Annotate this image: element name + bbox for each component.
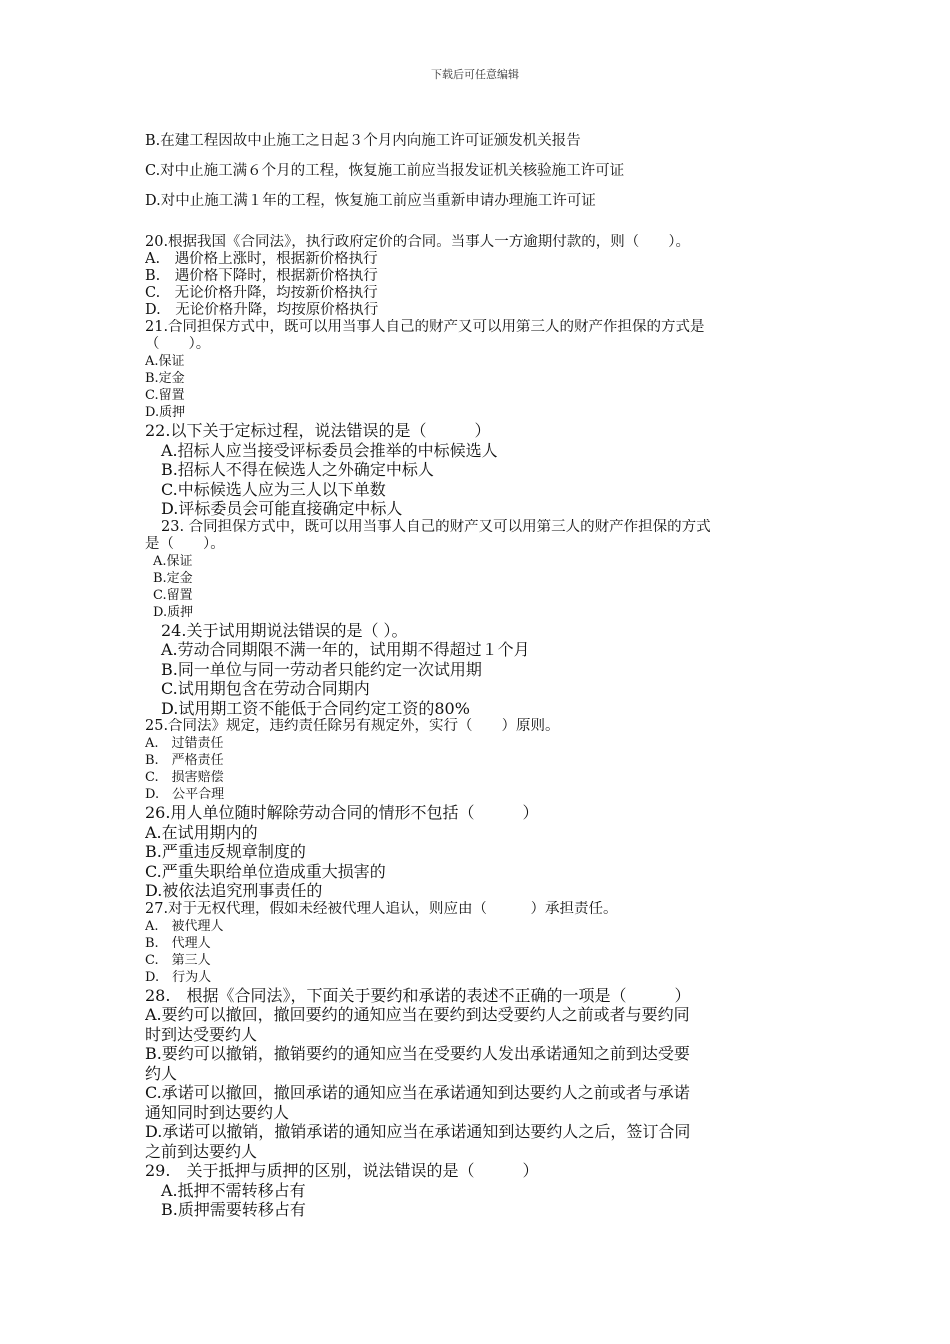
text-line: 22.以下关于定标过程，说法错误的是（ ） xyxy=(145,421,491,440)
text-line: C.中标候选人应为三人以下单数 xyxy=(161,479,386,499)
text-line: C.对中止施工满６个月的工程，恢复施工前应当报发证机关核验施工许可证 xyxy=(145,163,625,179)
document-body xyxy=(145,126,815,1220)
text-line: A. 过错责任 xyxy=(145,736,224,751)
text-line: D. 行为人 xyxy=(145,969,212,985)
text-line: D.试用期工资不能低于合同约定工资的80% xyxy=(161,698,470,718)
text-line: 20.根据我国《合同法》，执行政府定价的合同。当事人一方逾期付款的，则（ ）。 xyxy=(145,234,691,250)
text-line: A.抵押不需转移占有 xyxy=(161,1180,306,1200)
text-line: D. 公平合理 xyxy=(145,787,225,802)
text-line: 27.对于无权代理，假如未经被代理人追认，则应由（ ）承担责任。 xyxy=(145,900,618,917)
text-line: 24.关于试用期说法错误的是（ ）。 xyxy=(161,620,408,640)
text-line: A.要约可以撤回，撤回要约的通知应当在要约到达受要约人之前或者与要约同 xyxy=(145,1005,690,1024)
text-line: A.保证 xyxy=(145,354,185,369)
text-line: B. 严格责任 xyxy=(145,753,224,768)
text-line: B.定金 xyxy=(153,570,193,586)
text-line: 之前到达要约人 xyxy=(145,1141,258,1161)
text-line: C.试用期包含在劳动合同期内 xyxy=(161,679,370,698)
text-line: B. 遇价格下降时，根据新价格执行 xyxy=(145,268,378,284)
text-line: B.严重违反规章制度的 xyxy=(145,842,306,861)
text-line: A.招标人应当接受评标委员会推举的中标候选人 xyxy=(161,440,498,460)
text-line: C.留置 xyxy=(145,388,185,403)
text-line: B.质押需要转移占有 xyxy=(161,1200,306,1219)
text-line: C. 第三人 xyxy=(145,952,211,968)
text-line: D.承诺可以撤销，撤销承诺的通知应当在承诺通知到达要约人之后，签订合同 xyxy=(145,1122,691,1141)
text-line: 23. 合同担保方式中，既可以用当事人自己的财产又可以用第三人的财产作担保的方式 xyxy=(161,518,711,535)
text-line: B.定金 xyxy=(145,371,185,386)
text-line: （ ）。 xyxy=(145,336,211,352)
text-line: B.同一单位与同一劳动者只能约定一次试用期 xyxy=(161,659,482,679)
text-line: C.承诺可以撤回，撤回承诺的通知应当在承诺通知到达要约人之前或者与承诺 xyxy=(145,1083,690,1102)
page-header: 下载后可任意编辑 xyxy=(431,68,519,81)
text-line: B.要约可以撤销，撤销要约的通知应当在受要约人发出承诺通知之前到达受要 xyxy=(145,1044,690,1063)
text-line: A.保证 xyxy=(153,553,193,569)
text-line: C.严重失职给单位造成重大损害的 xyxy=(145,861,386,881)
text-line: C. 无论价格升降，均按新价格执行 xyxy=(145,285,378,301)
text-line: A. 被代理人 xyxy=(145,918,224,934)
text-line: A.劳动合同期限不满一年的，试用期不得超过１个月 xyxy=(161,640,530,659)
text-line: D.被依法追究刑事责任的 xyxy=(145,881,323,900)
text-line: D.对中止施工满１年的工程，恢复施工前应当重新申请办理施工许可证 xyxy=(145,193,596,209)
text-line: C.留置 xyxy=(153,587,193,603)
text-line: 约人 xyxy=(145,1063,178,1083)
text-line: 29. 关于抵押与质押的区别，说法错误的是（ ） xyxy=(145,1161,539,1180)
text-line: D.质押 xyxy=(153,604,194,620)
text-line: 25.合同法》规定，违约责任除另有规定外，实行（ ）原则。 xyxy=(145,718,560,734)
text-line: C. 损害赔偿 xyxy=(145,770,224,785)
text-line: D.质押 xyxy=(145,405,186,420)
text-line: D. 无论价格升降，均按原价格执行 xyxy=(145,302,379,318)
text-line: 是（ ）。 xyxy=(145,535,225,552)
text-line: D.评标委员会可能直接确定中标人 xyxy=(161,499,403,518)
blank-line xyxy=(145,216,815,234)
text-line: A.在试用期内的 xyxy=(145,822,258,842)
text-line: A. 遇价格上涨时，根据新价格执行 xyxy=(145,251,378,267)
text-line: B. 代理人 xyxy=(145,935,211,951)
text-line: 26.用人单位随时解除劳动合同的情形不包括（ ） xyxy=(145,803,539,822)
text-line: 28. 根据《合同法》，下面关于要约和承诺的表述不正确的一项是（ ） xyxy=(145,985,691,1005)
text-line: 21.合同担保方式中，既可以用当事人自己的财产又可以用第三人的财产作担保的方式是 xyxy=(145,319,705,335)
text-line: 通知同时到达要约人 xyxy=(145,1102,290,1122)
text-line: B.招标人不得在候选人之外确定中标人 xyxy=(161,460,434,479)
text-line: 时到达受要约人 xyxy=(145,1024,258,1044)
text-line: B.在建工程因故中止施工之日起３个月内向施工许可证颁发机关报告 xyxy=(145,133,581,149)
